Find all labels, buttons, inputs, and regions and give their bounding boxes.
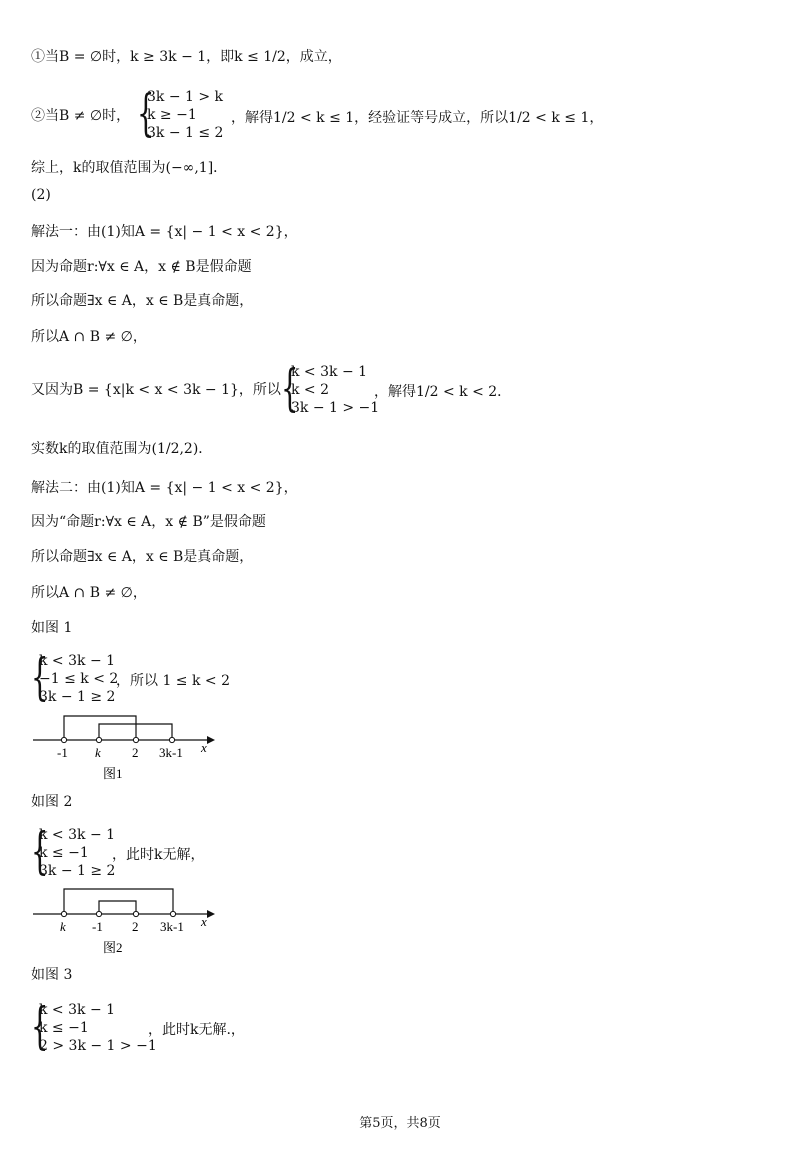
point <box>61 911 66 916</box>
brace: { <box>31 822 49 880</box>
l2-system <box>137 84 237 144</box>
sys-row: k ≤ −1 <box>39 845 89 861</box>
tick-label: -1 <box>57 745 68 760</box>
brace: { <box>31 997 49 1055</box>
point <box>61 737 66 742</box>
brace: { <box>137 84 155 142</box>
sys-row: k < 3k − 1 <box>39 653 116 669</box>
sys-row: 3k − 1 ≥ 2 <box>39 689 116 705</box>
sys-row: 3k − 1 > −1 <box>291 400 380 416</box>
sys-row: 3k − 1 ≥ 2 <box>39 863 116 879</box>
axis-label: x <box>201 914 207 929</box>
l9-post: ，解得1/2 < k < 2． <box>374 384 512 400</box>
l1: ①当B = ∅时，k ≥ 3k − 1，即k ≤ 1/2，成立， <box>31 49 342 65</box>
tick-label: 3k-1 <box>159 745 183 760</box>
sys-row: k < 3k − 1 <box>39 827 116 843</box>
l15: 如图 1 <box>31 620 73 636</box>
figure-caption: 图1 <box>103 766 123 781</box>
sys3-post: ，此时k无解.， <box>148 1022 245 1038</box>
l12: 因为“命题r:∀x ∈ A，x ∉ B”是假命题 <box>31 514 266 530</box>
sys-row: k ≥ −1 <box>147 107 197 123</box>
point <box>133 737 138 742</box>
point <box>170 911 175 916</box>
sys1-post: ，所以 1 ≤ k < 2 <box>116 673 231 689</box>
l5: 解法一：由(1)知A = {x| − 1 < x < 2}， <box>31 224 298 240</box>
sys-row: 2 > 3k − 1 > −1 <box>39 1038 157 1054</box>
l2-post: ，解得1/2 < k ≤ 1，经验证等号成立，所以1/2 < k ≤ 1， <box>231 110 604 126</box>
l17: 如图 3 <box>31 967 73 983</box>
sys-row: 3k − 1 ≤ 2 <box>147 125 224 141</box>
tick-label: k <box>95 745 101 760</box>
l8: 所以A ∩ B ≠ ∅， <box>31 329 147 345</box>
l2-pre: ②当B ≠ ∅时， <box>31 108 131 124</box>
brace: { <box>31 648 49 706</box>
page-footer: 第5页，共8页 <box>359 1116 441 1131</box>
axis-label: x <box>201 740 207 755</box>
l4: (2) <box>31 187 51 203</box>
point <box>96 737 101 742</box>
point <box>96 911 101 916</box>
l9-system <box>281 359 381 419</box>
l13: 所以命题∃x ∈ A，x ∈ B是真命题， <box>31 549 254 565</box>
axis-arrow <box>207 736 215 744</box>
interval-A <box>64 716 136 740</box>
sys-row: 3k − 1 > k <box>147 89 224 105</box>
tick-label: k <box>60 919 66 934</box>
number-line-figure-2 <box>31 884 221 956</box>
sys2-post: ，此时k无解， <box>112 847 205 863</box>
l14: 所以A ∩ B ≠ ∅， <box>31 585 147 601</box>
number-line-figure-1 <box>31 712 221 782</box>
sys-row: k < 2 <box>291 382 330 398</box>
l16: 如图 2 <box>31 794 73 810</box>
axis-arrow <box>207 910 215 918</box>
l3: 综上，k的取值范围为(−∞,1]． <box>31 160 228 176</box>
sys-row: −1 ≤ k < 2 <box>39 671 119 687</box>
sys-row: k < 3k − 1 <box>39 1002 116 1018</box>
point <box>169 737 174 742</box>
tick-label: -1 <box>92 919 103 934</box>
brace: { <box>281 359 299 417</box>
l6: 因为命题r:∀x ∈ A，x ∉ B是假命题 <box>31 259 252 275</box>
l7: 所以命题∃x ∈ A，x ∈ B是真命题， <box>31 293 254 309</box>
l11: 解法二：由(1)知A = {x| − 1 < x < 2}， <box>31 480 298 496</box>
l9-pre: 又因为B = {x|k < x < 3k − 1}，所以 <box>31 382 281 398</box>
tick-label: 2 <box>132 745 139 760</box>
interval-A <box>99 901 136 914</box>
l10: 实数k的取值范围为(1/2,2)． <box>31 441 213 457</box>
point <box>133 911 138 916</box>
sys-row: k < 3k − 1 <box>291 364 368 380</box>
sys-row: k ≤ −1 <box>39 1020 89 1036</box>
tick-label: 2 <box>132 919 139 934</box>
tick-label: 3k-1 <box>160 919 184 934</box>
figure-caption: 图2 <box>103 940 123 955</box>
